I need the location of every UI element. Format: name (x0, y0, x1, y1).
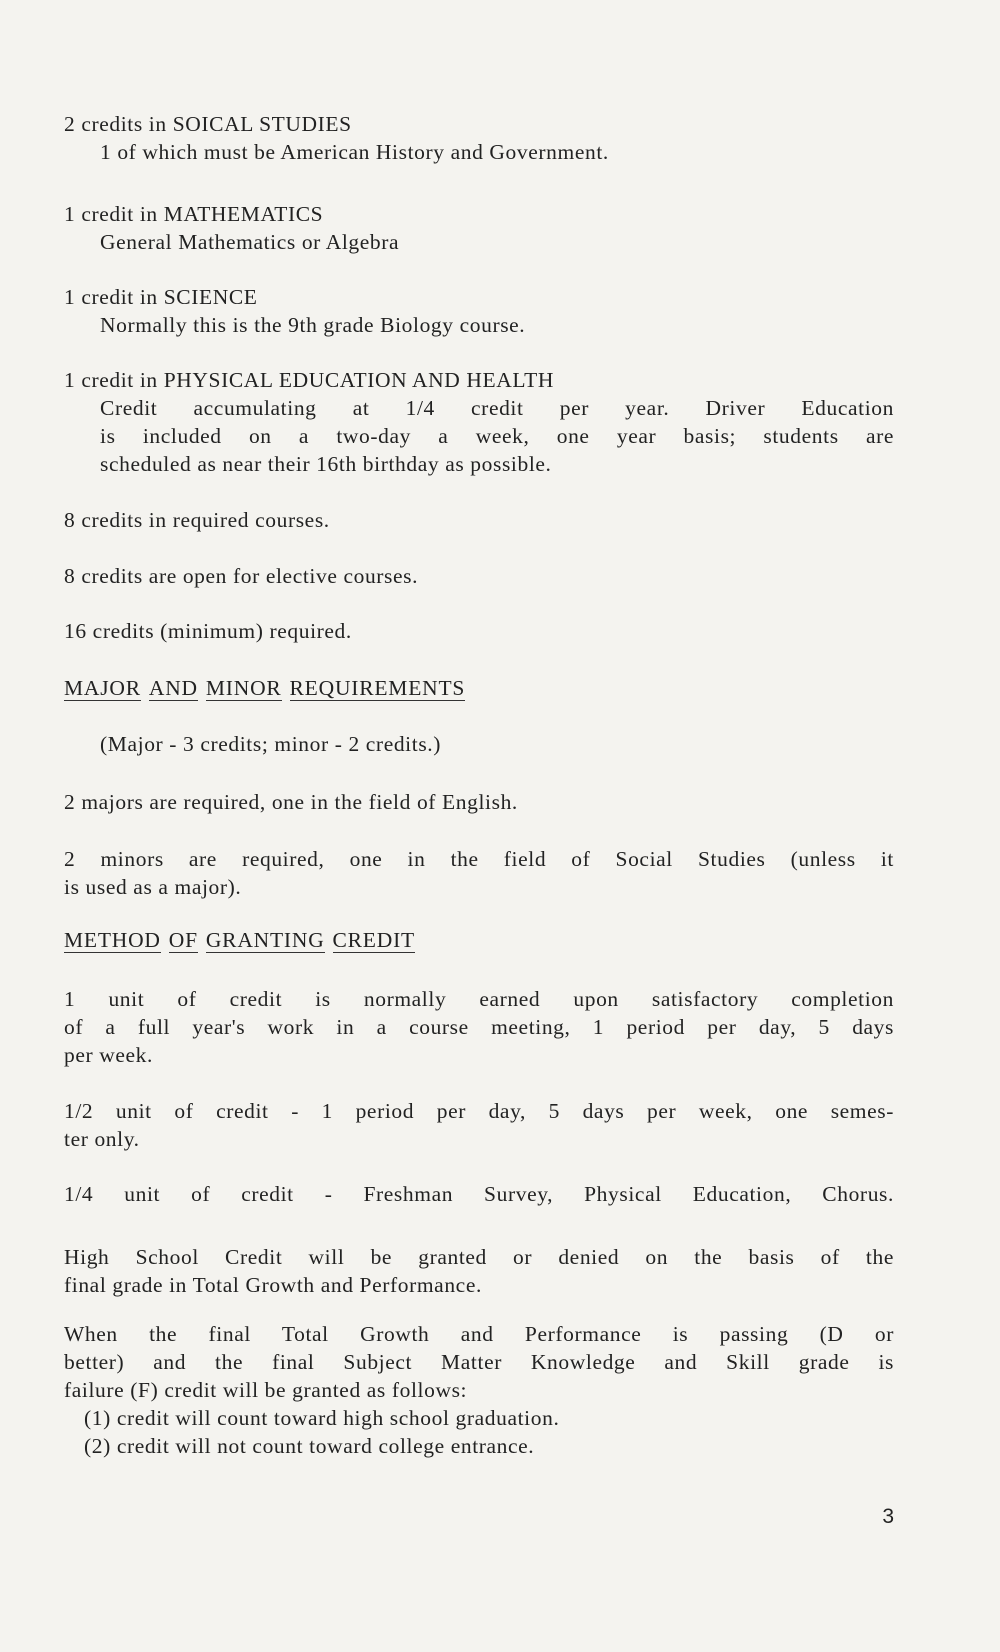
heading-word: MINOR (205, 676, 282, 700)
heading-word: MAJOR (64, 676, 141, 700)
physical-education-line-1: Credit accumulating at 1/4 credit per year. Driver Education (100, 396, 894, 420)
page-number: 3 (882, 1505, 894, 1528)
major-minor-heading (64, 674, 473, 702)
heading-word: REQUIREMENTS (289, 676, 466, 700)
unit-line-2: of a full year's work in a course meeting, 1 period per day, 5 days (64, 1015, 894, 1039)
mathematics-block (64, 200, 894, 256)
physical-education-line-3: scheduled as near their 16th birthday as possible. (100, 452, 552, 476)
high-school-credit-paragraph (64, 1243, 894, 1299)
half-line-2: ter only. (64, 1127, 140, 1151)
unit-line-3: per week. (64, 1043, 153, 1067)
heading-word: CREDIT (332, 928, 415, 952)
minors-line-1: 2 minors are required, one in the field of Social Studies (unless it (64, 847, 894, 871)
elective-credits: 8 credits are open for elective courses. (64, 564, 419, 588)
method-heading (64, 926, 423, 954)
when-line-2: better) and the final Subject Matter Knowledge and Skill grade is (64, 1350, 894, 1374)
failure-credit-paragraph (64, 1320, 894, 1460)
half-unit-paragraph (64, 1097, 894, 1153)
physical-education-block (64, 366, 894, 478)
minors-required (64, 845, 894, 901)
science-block (64, 283, 894, 339)
hs-line-1: High School Credit will be granted or denied on the basis of the (64, 1245, 894, 1269)
when-line-1: When the final Total Growth and Performance is passing (D or (64, 1322, 894, 1346)
social-studies-block (64, 110, 894, 166)
unit-credit-paragraph (64, 985, 894, 1069)
mathematics-detail: General Mathematics or Algebra (100, 230, 400, 254)
science-detail: Normally this is the 9th grade Biology course. (100, 313, 526, 337)
minors-line-2: is used as a major). (64, 875, 242, 899)
unit-line-1: 1 unit of credit is normally earned upon satisfactory completion (64, 987, 894, 1011)
physical-education-line-2: is included on a two-day a week, one year basis; students are (100, 424, 894, 448)
majors-required: 2 majors are required, one in the field of English. (64, 790, 518, 814)
heading-word: AND (148, 676, 198, 700)
quarter-line: 1/4 unit of credit - Freshman Survey, Physical Education, Chorus. (64, 1182, 894, 1206)
list-item: (2) credit will not count toward college entrance. (84, 1434, 535, 1458)
required-credits: 8 credits in required courses. (64, 508, 330, 532)
social-studies-title: 2 credits in SOICAL STUDIES (64, 112, 352, 136)
major-minor-note: (Major - 3 credits; minor - 2 credits.) (100, 732, 442, 756)
mathematics-title: 1 credit in MATHEMATICS (64, 202, 324, 226)
list-item: (1) credit will count toward high school graduation. (84, 1406, 560, 1430)
quarter-unit-paragraph (64, 1180, 894, 1208)
hs-line-2: final grade in Total Growth and Performance. (64, 1273, 482, 1297)
when-line-3: failure (F) credit will be granted as follows: (64, 1378, 468, 1402)
social-studies-detail: 1 of which must be American History and Government. (100, 140, 609, 164)
heading-word: GRANTING (205, 928, 325, 952)
minimum-credits: 16 credits (minimum) required. (64, 619, 352, 643)
heading-word: OF (168, 928, 198, 952)
half-line-1: 1/2 unit of credit - 1 period per day, 5 days per week, one semes- (64, 1099, 894, 1123)
physical-education-title: 1 credit in PHYSICAL EDUCATION AND HEALTH (64, 368, 555, 392)
science-title: 1 credit in SCIENCE (64, 285, 258, 309)
heading-word: METHOD (64, 928, 161, 952)
